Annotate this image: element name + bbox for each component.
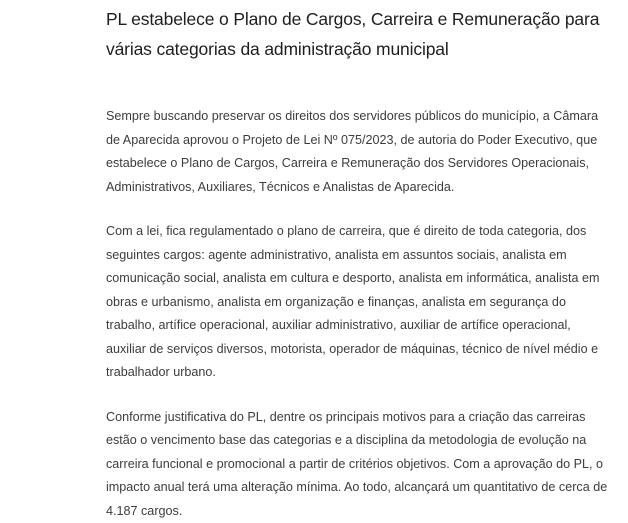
news-article <box>106 0 612 523</box>
article-paragraph: Sempre buscando preservar os direitos dos servidores públicos do município, a Câmara de Aparecida aprovou o Projeto de Lei Nº 075/2023, de autoria do Poder Executivo, que estabelece o Plano de Cargos, Carreira e Remuneração dos Servidores Operacionais, Administrativos, Auxiliares, Técnicos e Analistas de Aparecida. <box>106 105 612 199</box>
article-paragraph: Com a lei, fica regulamentado o plano de carreira, que é direito de toda categoria, dos seguintes cargos: agente administrativo, analista em assuntos sociais, analista em comunicação social, analista em cultura e desporto, analista em informática, analista em obras e urbanismo, analista em organização e finanças, analista em segurança do trabalho, artífice operacional, auxiliar administrativo, auxiliar de artífice operacional, auxiliar de serviços diversos, motorista, operador de máquinas, técnico de nível médio e trabalhador urbano. <box>106 220 612 385</box>
article-paragraph: Conforme justificativa do PL, dentre os principais motivos para a criação das carreiras estão o vencimento base das categorias e a disciplina da metodologia de evolução na carreira funcional e promocional a partir de critérios objetivos. Com a aprovação do PL, o impacto anual terá uma alteração mínima. Ao todo, alcançará um quantitativo de cerca de 4.187 cargos. <box>106 406 612 523</box>
article-headline: PL estabelece o Plano de Cargos, Carreira e Remuneração para várias categorias da administração municipal <box>106 0 612 64</box>
